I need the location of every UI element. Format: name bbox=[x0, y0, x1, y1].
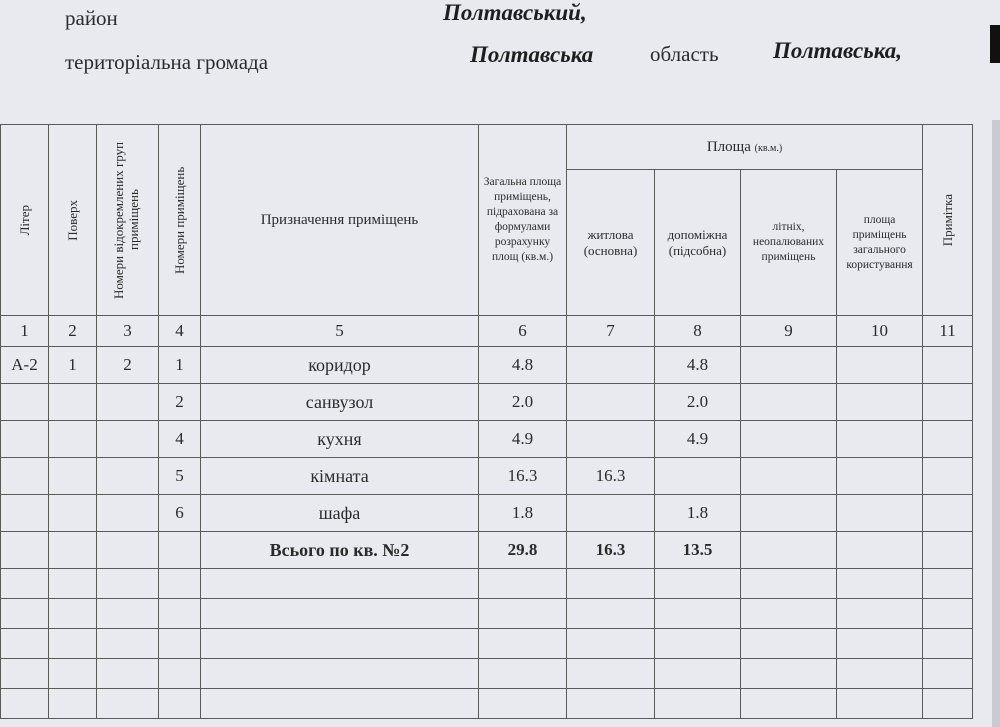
cell-summer bbox=[741, 495, 837, 532]
empty-row bbox=[1, 599, 973, 629]
column-number: 7 bbox=[567, 316, 655, 347]
cell-summer bbox=[741, 458, 837, 495]
col-header-summer bbox=[741, 170, 837, 316]
cell-floor bbox=[49, 421, 97, 458]
cell-living bbox=[567, 421, 655, 458]
table-row bbox=[1, 458, 973, 495]
cell-aux: 4.9 bbox=[655, 421, 741, 458]
table-row bbox=[1, 384, 973, 421]
cell-empty bbox=[741, 532, 837, 569]
col-header-note-label: Примітка bbox=[940, 193, 956, 247]
cell-empty bbox=[97, 532, 159, 569]
total-row bbox=[1, 532, 973, 569]
col-header-auxiliary bbox=[655, 170, 741, 316]
col-header-common bbox=[837, 170, 923, 316]
cell-aux bbox=[655, 458, 741, 495]
cell-aux: 1.8 bbox=[655, 495, 741, 532]
cell-liter bbox=[1, 384, 49, 421]
empty-row bbox=[1, 689, 973, 719]
cell-common bbox=[837, 347, 923, 384]
cell-total: 4.9 bbox=[479, 421, 567, 458]
empty-row bbox=[1, 629, 973, 659]
cell-summer bbox=[741, 421, 837, 458]
table-row bbox=[1, 347, 973, 384]
table-row bbox=[1, 495, 973, 532]
cell-living: 16.3 bbox=[567, 458, 655, 495]
hromada-label: територіальна громада bbox=[65, 50, 269, 74]
column-number: 2 bbox=[49, 316, 97, 347]
cell-room: 6 bbox=[159, 495, 201, 532]
cell-group bbox=[97, 384, 159, 421]
cell-common bbox=[837, 384, 923, 421]
cell-group bbox=[97, 458, 159, 495]
column-number: 4 bbox=[159, 316, 201, 347]
oblast-label: область bbox=[650, 42, 719, 66]
cell-liter bbox=[1, 495, 49, 532]
cell-empty bbox=[49, 532, 97, 569]
area-group-label: Площа bbox=[706, 138, 751, 155]
header-row bbox=[1, 125, 973, 170]
column-number: 9 bbox=[741, 316, 837, 347]
column-number: 8 bbox=[655, 316, 741, 347]
cell-empty bbox=[923, 532, 973, 569]
cell-empty bbox=[1, 532, 49, 569]
cell-common bbox=[837, 458, 923, 495]
col-header-room-no bbox=[159, 125, 201, 316]
empty-row bbox=[1, 659, 973, 689]
hromada-value: Полтавська bbox=[470, 42, 594, 67]
cell-liter: А-2 bbox=[1, 347, 49, 384]
table-row bbox=[1, 421, 973, 458]
page-edge-mark bbox=[990, 25, 1000, 63]
cell-room: 2 bbox=[159, 384, 201, 421]
cell-summer bbox=[741, 384, 837, 421]
empty-row bbox=[1, 569, 973, 599]
cell-purpose: кухня bbox=[201, 421, 479, 458]
cell-note bbox=[923, 384, 973, 421]
rayon-value: Полтавський, bbox=[443, 0, 587, 25]
cell-aux: 2.0 bbox=[655, 384, 741, 421]
cell-living bbox=[567, 347, 655, 384]
cell-group: 2 bbox=[97, 347, 159, 384]
cell-note bbox=[923, 495, 973, 532]
cell-aux: 4.8 bbox=[655, 347, 741, 384]
cell-purpose: санвузол bbox=[201, 384, 479, 421]
total-label: Всього по кв. №2 bbox=[201, 532, 479, 569]
col-header-living bbox=[567, 170, 655, 316]
cell-total: 1.8 bbox=[479, 495, 567, 532]
total-area: 29.8 bbox=[479, 532, 567, 569]
column-number: 6 bbox=[479, 316, 567, 347]
cell-floor bbox=[49, 458, 97, 495]
cell-common bbox=[837, 495, 923, 532]
cell-note bbox=[923, 421, 973, 458]
col-header-floor bbox=[49, 125, 97, 316]
cell-floor bbox=[49, 384, 97, 421]
col-header-summer-label: літніх, неопалюваних приміщень bbox=[752, 221, 825, 263]
column-number: 10 bbox=[837, 316, 923, 347]
cell-liter bbox=[1, 421, 49, 458]
cell-note bbox=[923, 458, 973, 495]
cell-living bbox=[567, 384, 655, 421]
rayon-label: район bbox=[65, 6, 118, 30]
col-header-group bbox=[97, 125, 159, 316]
cell-floor bbox=[49, 495, 97, 532]
cell-group bbox=[97, 421, 159, 458]
page-edge-strip bbox=[992, 120, 1000, 727]
col-header-floor-label: Поверх bbox=[65, 199, 80, 241]
col-header-auxiliary-label: допоміжна (підсобна) bbox=[667, 226, 728, 258]
col-header-room-no-label: Номери приміщень bbox=[172, 166, 187, 274]
total-living: 16.3 bbox=[567, 532, 655, 569]
col-header-total-area-label: Загальна площа приміщень, підрахована за формулами розрахунку площ (кв.м.) bbox=[483, 176, 562, 263]
col-header-liter-label: Літер bbox=[17, 204, 32, 236]
area-unit-label: (кв.м.) bbox=[754, 142, 783, 154]
col-header-common-label: площа приміщень загального користування bbox=[846, 213, 913, 271]
col-header-group-label: Номери відокремлених груп приміщень bbox=[110, 141, 141, 299]
oblast-value: Полтавська, bbox=[773, 38, 903, 63]
cell-total: 2.0 bbox=[479, 384, 567, 421]
cell-total: 4.8 bbox=[479, 347, 567, 384]
col-header-purpose: Призначення приміщень bbox=[201, 125, 479, 316]
total-aux: 13.5 bbox=[655, 532, 741, 569]
cell-note bbox=[923, 347, 973, 384]
cell-empty bbox=[837, 532, 923, 569]
cell-purpose: кімната bbox=[201, 458, 479, 495]
premises-table bbox=[0, 124, 973, 719]
cell-room: 1 bbox=[159, 347, 201, 384]
col-header-liter bbox=[1, 125, 49, 316]
column-number: 11 bbox=[923, 316, 973, 347]
column-number: 5 bbox=[201, 316, 479, 347]
cell-empty bbox=[159, 532, 201, 569]
cell-liter bbox=[1, 458, 49, 495]
column-number: 3 bbox=[97, 316, 159, 347]
column-number: 1 bbox=[1, 316, 49, 347]
cell-purpose: шафа bbox=[201, 495, 479, 532]
col-header-living-label: житлова (основна) bbox=[583, 226, 638, 258]
cell-room: 5 bbox=[159, 458, 201, 495]
cell-summer bbox=[741, 347, 837, 384]
cell-floor: 1 bbox=[49, 347, 97, 384]
cell-purpose: коридор bbox=[201, 347, 479, 384]
cell-common bbox=[837, 421, 923, 458]
cell-room: 4 bbox=[159, 421, 201, 458]
col-header-note bbox=[923, 125, 973, 316]
col-header-total-area bbox=[479, 125, 567, 316]
column-number-row bbox=[1, 316, 973, 347]
col-header-area-group bbox=[567, 125, 923, 170]
cell-living bbox=[567, 495, 655, 532]
cell-total: 16.3 bbox=[479, 458, 567, 495]
cell-group bbox=[97, 495, 159, 532]
